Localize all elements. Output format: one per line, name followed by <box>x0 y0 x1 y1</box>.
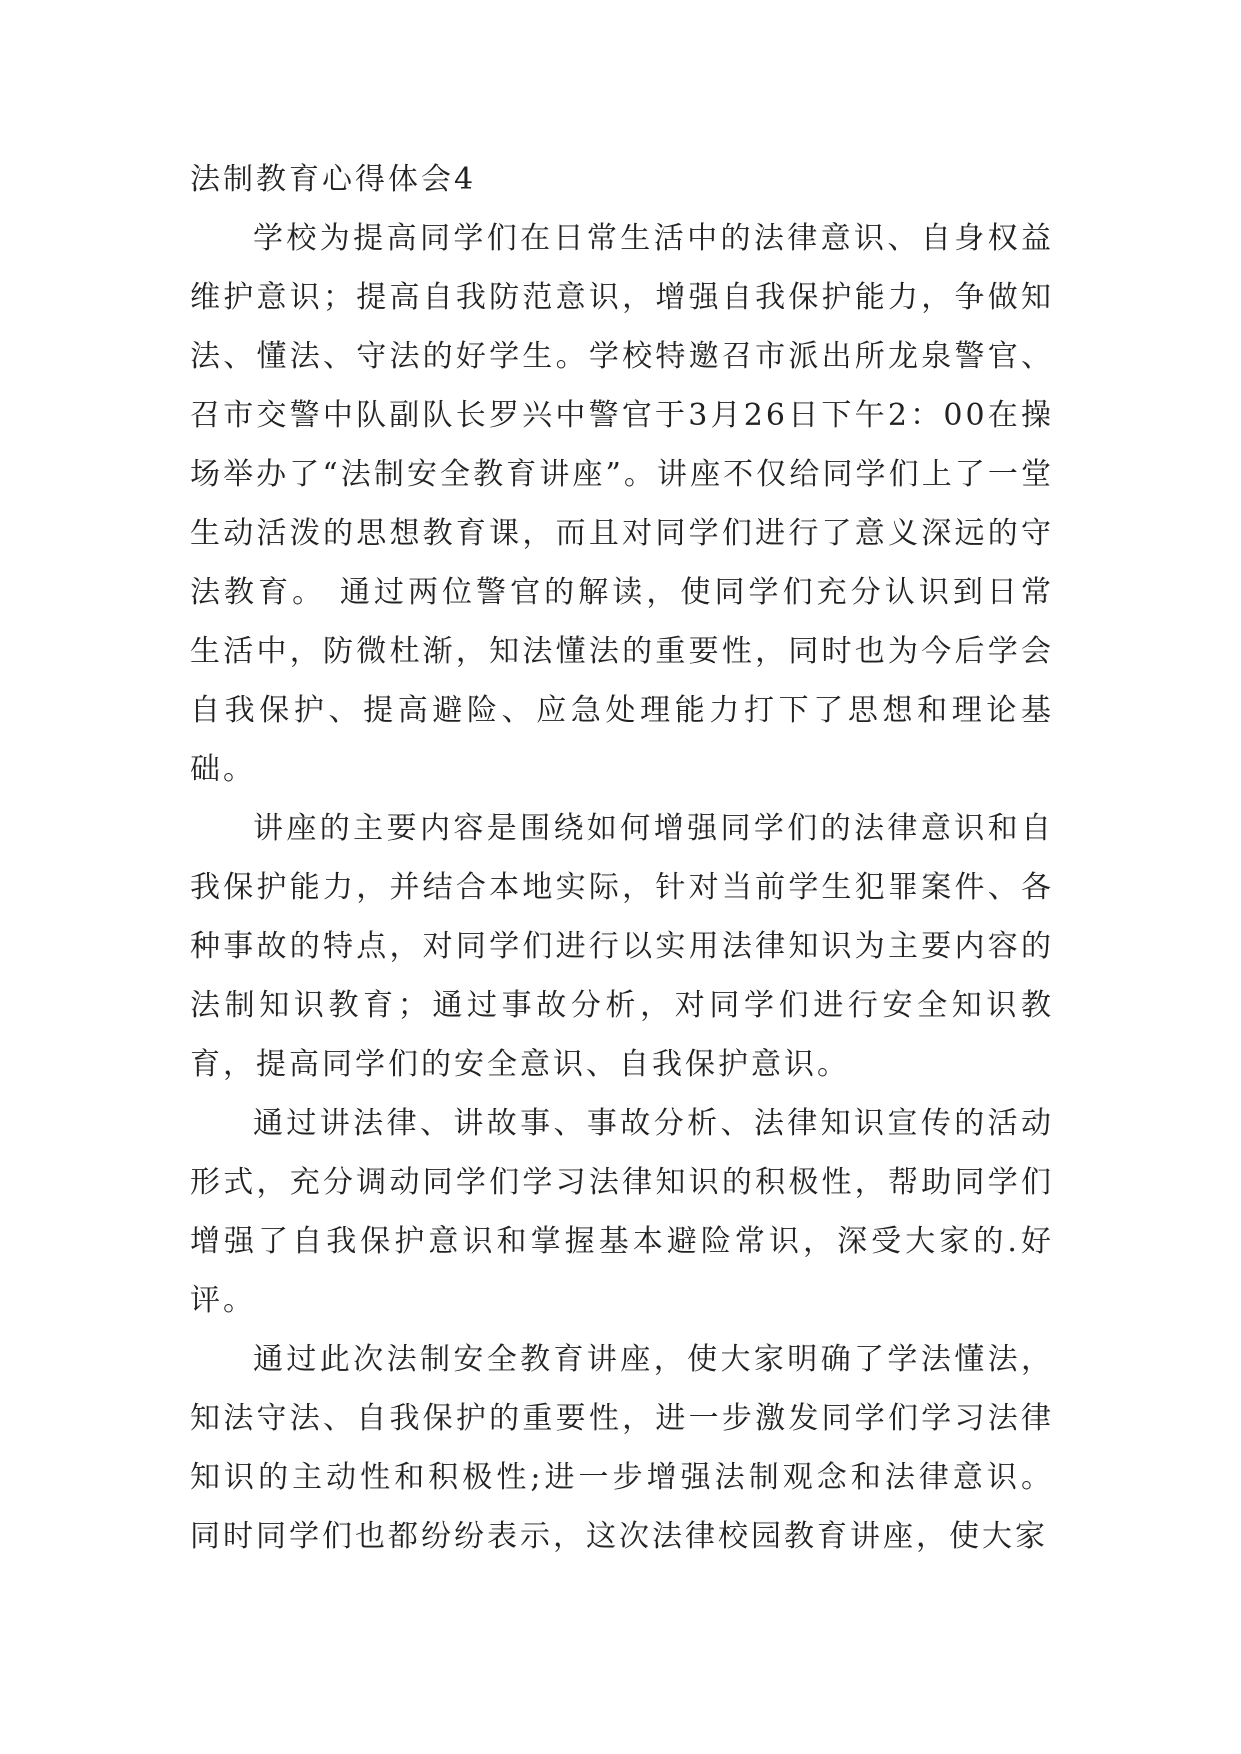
paragraph: 讲座的主要内容是围绕如何增强同学们的法律意识和自我保护能力，并结合本地实际，针对当前学生犯罪案件、各种事故的特点，对同学们进行以实用法律知识为主要内容的法制知识教育；通过事故分析，对同学们进行安全知识教育，提高同学们的安全意识、自我保护意识。 <box>190 811 1054 1082</box>
paragraph: 通过讲法律、讲故事、事故分析、法律知识宣传的活动形式，充分调动同学们学习法律知识的积极性，帮助同学们增强了自我保护意识和掌握基本避险常识，深受大家的.好评。 <box>190 1106 1054 1318</box>
document-body <box>190 150 1054 1566</box>
document-title: 法制教育心得体会4 <box>190 162 477 197</box>
paragraph: 通过此次法制安全教育讲座，使大家明确了学法懂法，知法守法、自我保护的重要性，进一步激发同学们学习法律知识的主动性和积极性;进一步增强法制观念和法律意识。同时同学们也都纷纷表示，这次法律校园教育讲座，使大家 <box>190 1342 1054 1554</box>
paragraph: 学校为提高同学们在日常生活中的法律意识、自身权益维护意识；提高自我防范意识，增强自我保护能力，争做知法、懂法、守法的好学生。学校特邀召市派出所龙泉警官、召市交警中队副队长罗兴中警官于3月26日下午2：00在操场举办了“法制安全教育讲座”。讲座不仅给同学们上了一堂生动活泼的思想教育课，而且对同学们进行了意义深远的守法教育。 通过两位警官的解读，使同学们充分认识到日常生活中，防微杜渐，知法懂法的重要性，同时也为今后学会自我保护、提高避险、应急处理能力打下了思想和理论基础。 <box>190 221 1054 787</box>
